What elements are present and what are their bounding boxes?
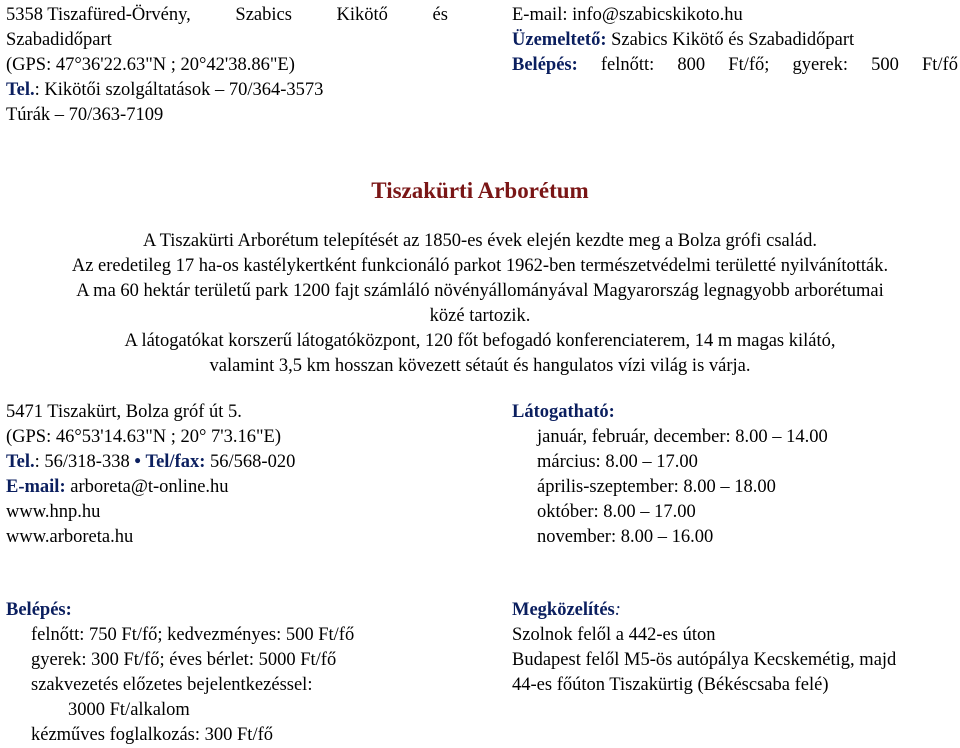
approach-line: Budapest felől M5-ös autópálya Kecskemétig, majd (512, 650, 897, 670)
address-street: 5471 Tiszakürt, Bolza gróf út 5. (6, 402, 242, 422)
opening-hours-item: április-szeptember: 8.00 – 18.00 (537, 477, 776, 497)
kikoto-info-block (512, 3, 958, 78)
entry-prices-label: Belépés: (6, 600, 72, 620)
opening-hours-item: november: 8.00 – 16.00 (537, 527, 714, 547)
opening-hours-item: október: 8.00 – 17.00 (537, 502, 696, 522)
address-web-hnp: www.hnp.hu (6, 502, 101, 522)
description-line: A ma 60 hektár területű park 1200 fajt számláló növényállományával Magyarország legnagyobb arborétumai (76, 281, 884, 301)
description-line: A Tiszakürti Arborétum telepítését az 1850-es évek elején kezdte meg a Bolza grófi család. (142, 231, 817, 251)
kikoto-gps: (GPS: 47°36'22.63"N ; 20°42'38.86"E) (6, 55, 295, 75)
kikoto-turak: Túrák – 70/363-7109 (6, 105, 164, 125)
approach-block (512, 598, 958, 698)
approach-label: Megközelítés: (512, 600, 621, 620)
guide-price: 3000 Ft/alkalom (68, 700, 190, 720)
kikoto-email: E-mail: info@szabicskikoto.hu (512, 5, 743, 25)
address-gps: (GPS: 46°53'14.63"N ; 20° 7'3.16"E) (6, 427, 282, 447)
kikoto-name-line: 5358 Tiszafüred-Örvény, Szabics Kikötő és (6, 5, 448, 25)
kikoto-contact-block (6, 3, 448, 128)
address-email: E-mail: arboreta@t-online.hu (6, 477, 229, 497)
kikoto-tel: Tel.: Kikötői szolgáltatások – 70/364-3573 (6, 80, 324, 100)
description-line: A látogatókat korszerű látogatóközpont, 120 főt befogadó konferenciaterem, 14 m magas kilátó, (124, 331, 836, 351)
kikoto-operator: Üzemeltető: Szabics Kikötő és Szabadidőpart (512, 30, 855, 50)
workshop-price: kézműves foglalkozás: 300 Ft/fő (31, 725, 273, 745)
opening-hours-block (512, 400, 952, 550)
opening-hours-label: Látogatható: (512, 402, 615, 422)
opening-hours-item: január, február, december: 8.00 – 14.00 (537, 427, 828, 447)
opening-hours-item: március: 8.00 – 17.00 (537, 452, 698, 472)
entry-price-line: szakvezetés előzetes bejelentkezéssel: (31, 675, 313, 695)
approach-line: 44-es főúton Tiszakürtig (Békéscsaba felé) (512, 675, 829, 695)
kikoto-entry: Belépés: felnőtt: 800 Ft/fő; gyerek: 500 Ft/fő (512, 55, 958, 75)
entry-price-line: gyerek: 300 Ft/fő; éves bérlet: 5000 Ft/fő (31, 650, 337, 670)
approach-line: Szolnok felől a 442-es úton (512, 625, 716, 645)
arboretum-description (8, 229, 952, 379)
bullet-icon: • (134, 452, 141, 472)
address-web-arboreta: www.arboreta.hu (6, 527, 134, 547)
description-line: közé tartozik. (429, 306, 531, 326)
description-line: valamint 3,5 km hosszan kövezett sétaút és hangulatos vízi világ is várja. (209, 356, 751, 376)
kikoto-name-cont: Szabadidőpart (6, 30, 112, 50)
section-title: Tiszakürti Arborétum (371, 178, 589, 203)
arboretum-address-block (6, 400, 476, 550)
entry-prices-block (6, 598, 476, 748)
address-phone: Tel.: 56/318-338 • Tel/fax: 56/568-020 (6, 452, 296, 472)
description-line: Az eredetileg 17 ha-os kastélykertként funkcionáló parkot 1962-ben természetvédelmi területté nyilvánították. (71, 256, 889, 276)
entry-price-line: felnőtt: 750 Ft/fő; kedvezményes: 500 Ft/fő (31, 625, 355, 645)
